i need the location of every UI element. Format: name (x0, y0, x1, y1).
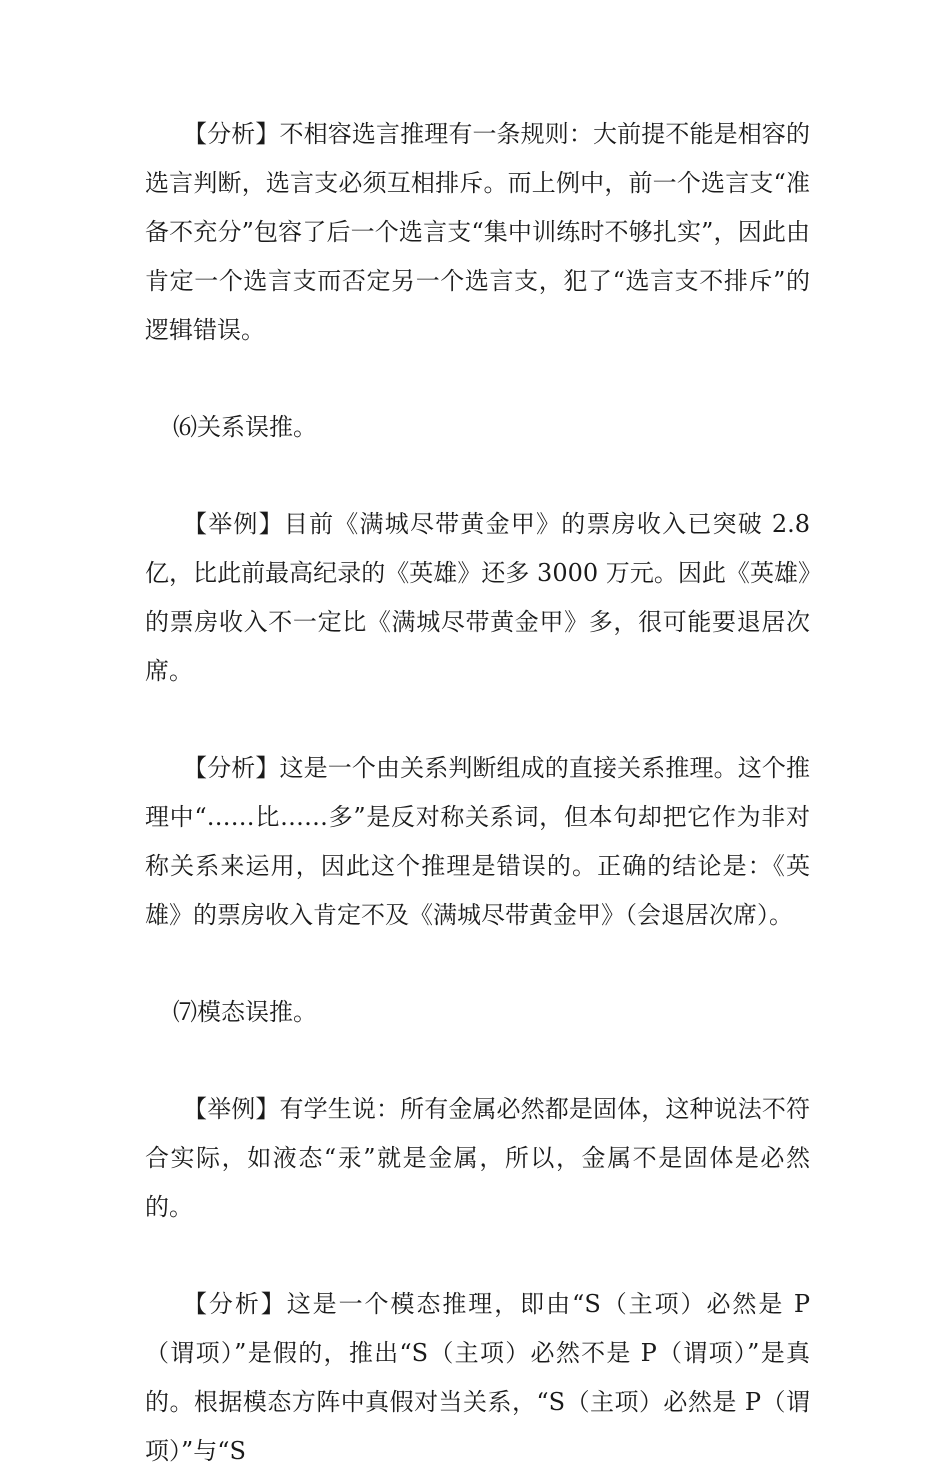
paragraph-analysis-3: 【分析】这是一个模态推理，即由“S（主项）必然是 P（谓项）”是假的，推出“S（主项）必然不是 P（谓项）”是真的。根据模态方阵中真假对当关系，“S（主项）必然是 P（谓项）”与“S (145, 1290, 810, 1465)
heading-relation-fallacy: ⑹关系误推。 (173, 413, 317, 441)
paragraph-analysis-1: 【分析】不相容选言推理有一条规则：大前提不能是相容的选言判断，选言支必须互相排斥。而上例中，前一个选言支“准备不充分”包容了后一个选言支“集中训练时不够扎实”，因此由肯定一个选言支而否定另一个选言支，犯了“选言支不排斥”的逻辑错误。 (145, 120, 810, 344)
paragraph-analysis-2: 【分析】这是一个由关系判断组成的直接关系推理。这个推理中“……比……多”是反对称关系词，但本句却把它作为非对称关系来运用，因此这个推理是错误的。正确的结论是：《英雄》的票房收入肯定不及《满城尽带黄金甲》（会退居次席）。 (145, 754, 810, 929)
paragraph-example-1: 【举例】目前《满城尽带黄金甲》的票房收入已突破 2.8 亿，比此前最高纪录的《英雄》还多 3000 万元。因此《英雄》的票房收入不一定比《满城尽带黄金甲》多，很可能要退居次席。 (145, 510, 810, 685)
paragraph-example-2: 【举例】有学生说：所有金属必然都是固体，这种说法不符合实际，如液态“汞”就是金属，所以，金属不是固体是必然的。 (145, 1095, 810, 1221)
document-page (145, 110, 810, 1476)
heading-modal-fallacy: ⑺模态误推。 (173, 998, 317, 1026)
